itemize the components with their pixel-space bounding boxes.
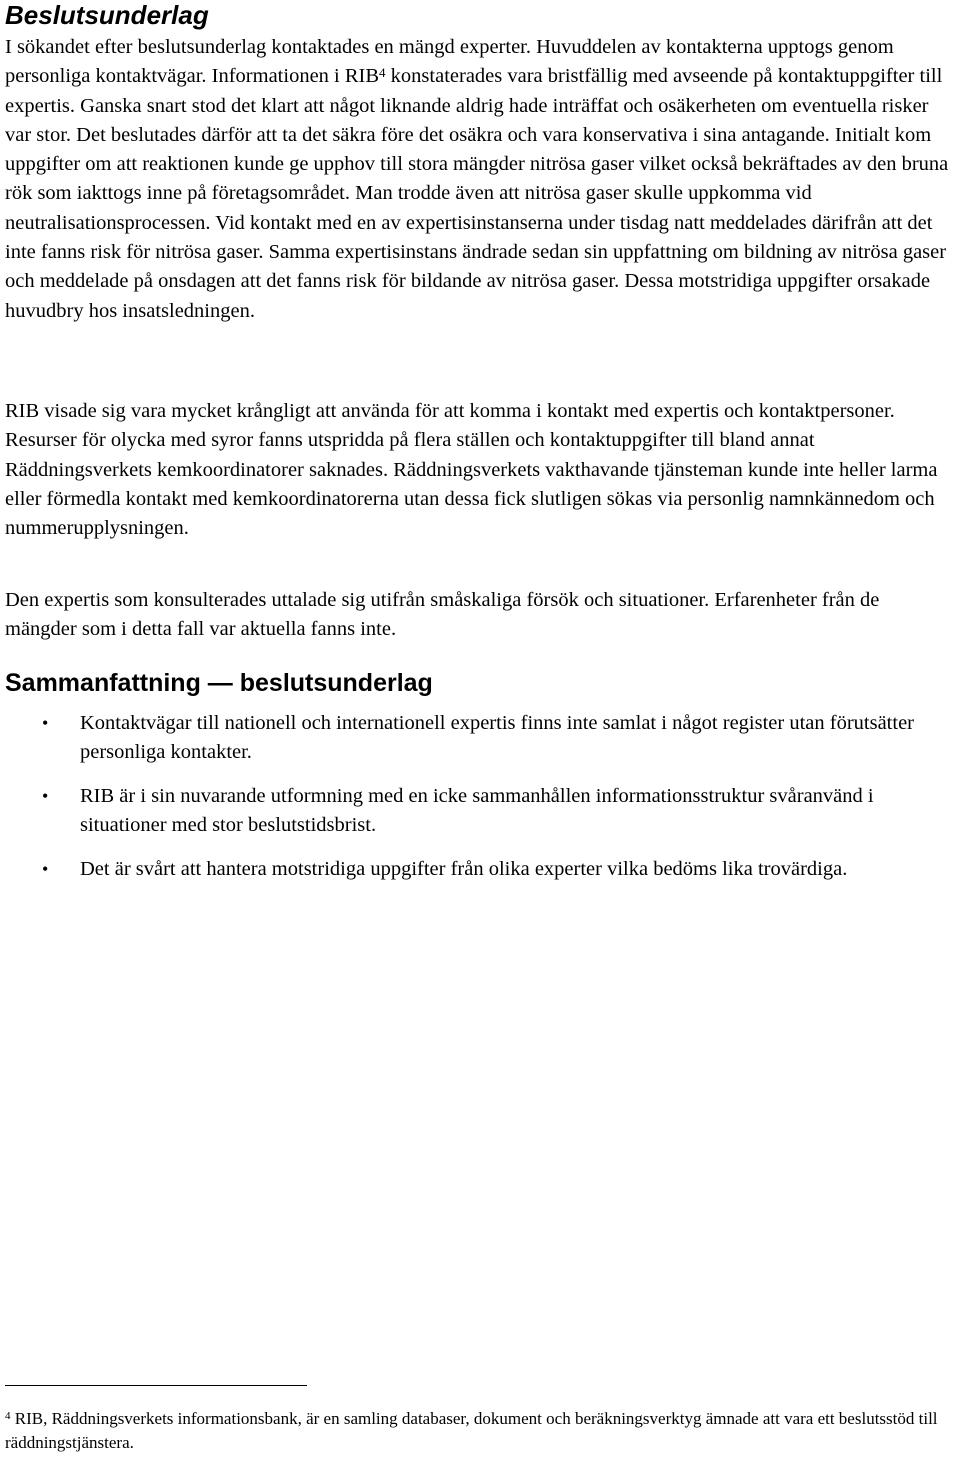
list-item [5, 782, 955, 841]
section-heading: Beslutsunderlag [5, 0, 209, 30]
paragraph-text: I sökandet efter beslutsunderlag kontaktades en mängd experter. Huvuddelen av kontakterna upptogs genom personliga kontaktvägar. Informationen i RIB [5, 36, 894, 88]
bullet-icon: • [42, 786, 49, 807]
paragraph-text: konstaterades vara bristfällig med avseende på kontaktuppgifter till expertis. Ganska snart stod det klart att något liknande aldrig hade inträffat och osäkerheten om eventuella risker var stor. Det beslutades därför att ta det säkra före det osäkra och vara konservativa i sina antagande. Initialt kom uppgifter om att reaktionen kunde ge upphov till stora mängder nitrösa gaser vilket också bekräftades av den bruna rök som iakttogs inne på företagsområdet. Man trodde även att nitrösa gaser skulle uppkomma vid neutralisationsprocessen. Vid kontakt med en av expertisinstanserna under tisdag natt meddelades därifrån att det inte fanns risk för nitrösa gaser. Samma expertisinstans ändrade sedan sin uppfattning om bildning av nitrösa gaser och meddelade på onsdagen att det fanns risk för bildande av nitrösa gaser. Dessa motstridiga uppgifter orsakade huvudbry hos insatsledningen. [5, 65, 949, 322]
bullet-icon: • [42, 859, 49, 880]
list-item-text: Kontaktvägar till nationell och internationell expertis finns inte samlat i något register utan förutsätter personliga kontakter. [80, 712, 914, 764]
document-page [5, 0, 955, 1452]
list-item-text: Det är svårt att hantera motstridiga uppgifter från olika experter vilka bedöms lika trovärdiga. [80, 858, 848, 881]
paragraph-rib-usability: RIB visade sig vara mycket krångligt att använda för att komma i kontakt med expertis och kontaktpersoner. Resurser för olycka med syror fanns utspridda på flera ställen och kontaktuppgifter till bland annat Räddningsverkets kemkoordinatorer saknades. Räddningsverkets vakthavande tjänsteman kunde inte heller larma eller förmedla kontakt med kemkoordinatorerna utan dessa fick slutligen sökas via personlig namnkännedom och nummerupplysningen. [5, 400, 938, 540]
list-item [5, 855, 955, 884]
footnote [5, 1407, 955, 1455]
paragraph-expertise-limits: Den expertis som konsulterades uttalade sig utifrån småskaliga försök och situationer. Erfarenheter från de mängder som i detta fall var aktuella fanns inte. [5, 589, 880, 641]
list-item [5, 709, 955, 768]
footnote-number: 4 [5, 1410, 11, 1422]
footnote-separator [5, 1385, 307, 1386]
bullet-icon: • [42, 713, 49, 733]
summary-heading: Sammanfattning — beslutsunderlag [5, 669, 433, 697]
paragraph-expert-contacts [5, 33, 955, 326]
footnote-reference: 4 [379, 65, 386, 81]
list-item-text: RIB är i sin nuvarande utformning med en icke sammanhållen informationsstruktur svåranvänd i situationer med stor beslutstidsbrist. [80, 785, 874, 837]
summary-list [5, 709, 955, 899]
footnote-text: RIB, Räddningsverkets informationsbank, är en samling databaser, dokument och beräkningsverktyg ämnade att vara ett beslutsstöd till räddningstjänstera. [5, 1409, 938, 1452]
